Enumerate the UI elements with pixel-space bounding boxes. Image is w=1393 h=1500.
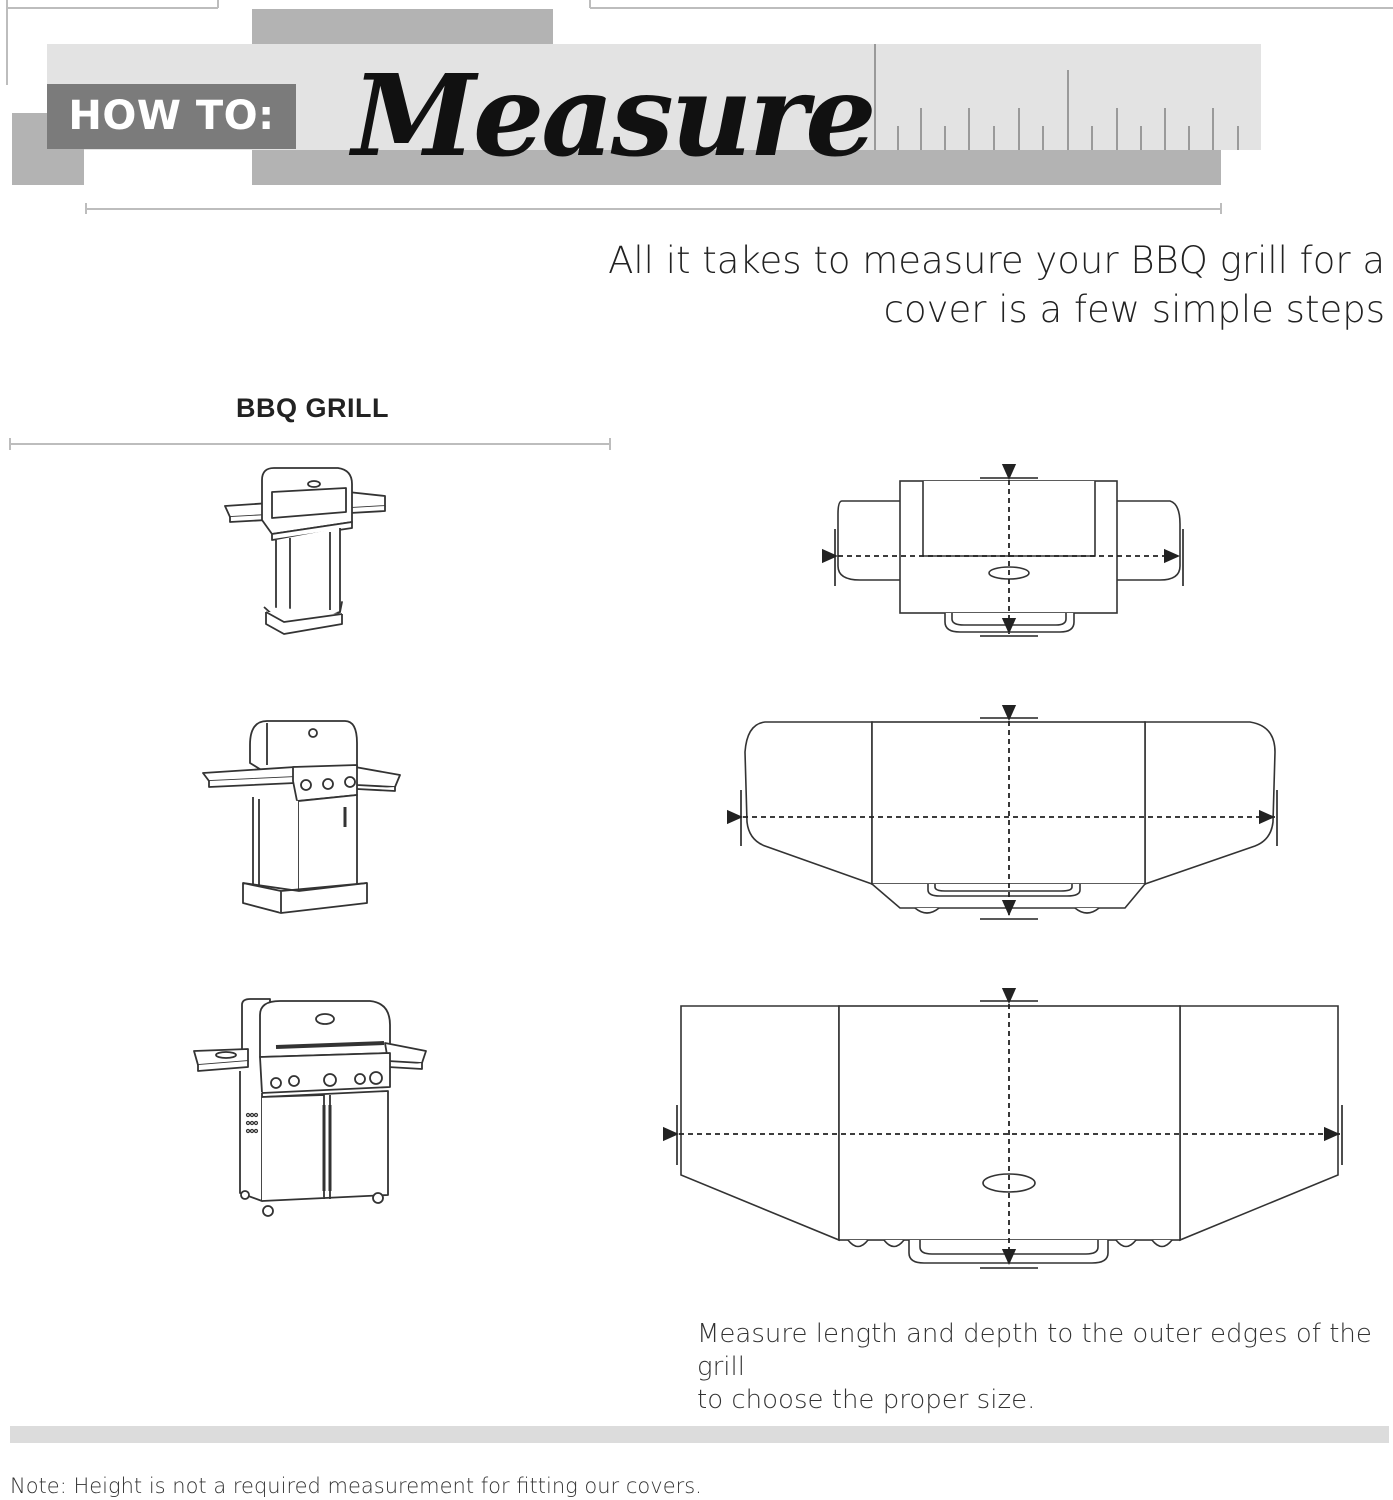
large-grill-top-view (672, 995, 1352, 1275)
measure-instruction-line-2: to choose the proper size. (697, 1385, 1036, 1415)
small-grill-illustration (210, 462, 410, 652)
how-to-label: HOW TO: (68, 93, 275, 139)
medium-grill-top-view (735, 712, 1295, 927)
large-grill-illustration (190, 995, 440, 1225)
intro-text (585, 236, 1385, 334)
measure-title: Measure (352, 51, 874, 182)
measure-instruction-line-1: Measure length and depth to the outer edges of the grill (697, 1319, 1372, 1382)
footer-divider-bar (10, 1426, 1389, 1443)
medium-grill-illustration (195, 715, 415, 915)
footer-note: Note: Height is not a required measurement for fitting our covers. (10, 1474, 702, 1498)
intro-line-1: All it takes to measure your BBQ grill for a (608, 239, 1385, 282)
section-title: BBQ GRILL (236, 393, 389, 423)
intro-line-2: cover is a few simple steps (883, 288, 1385, 331)
small-grill-top-view (830, 474, 1190, 644)
how-to-badge (47, 84, 296, 149)
measure-instruction (697, 1318, 1393, 1417)
section-rule (0, 435, 620, 455)
